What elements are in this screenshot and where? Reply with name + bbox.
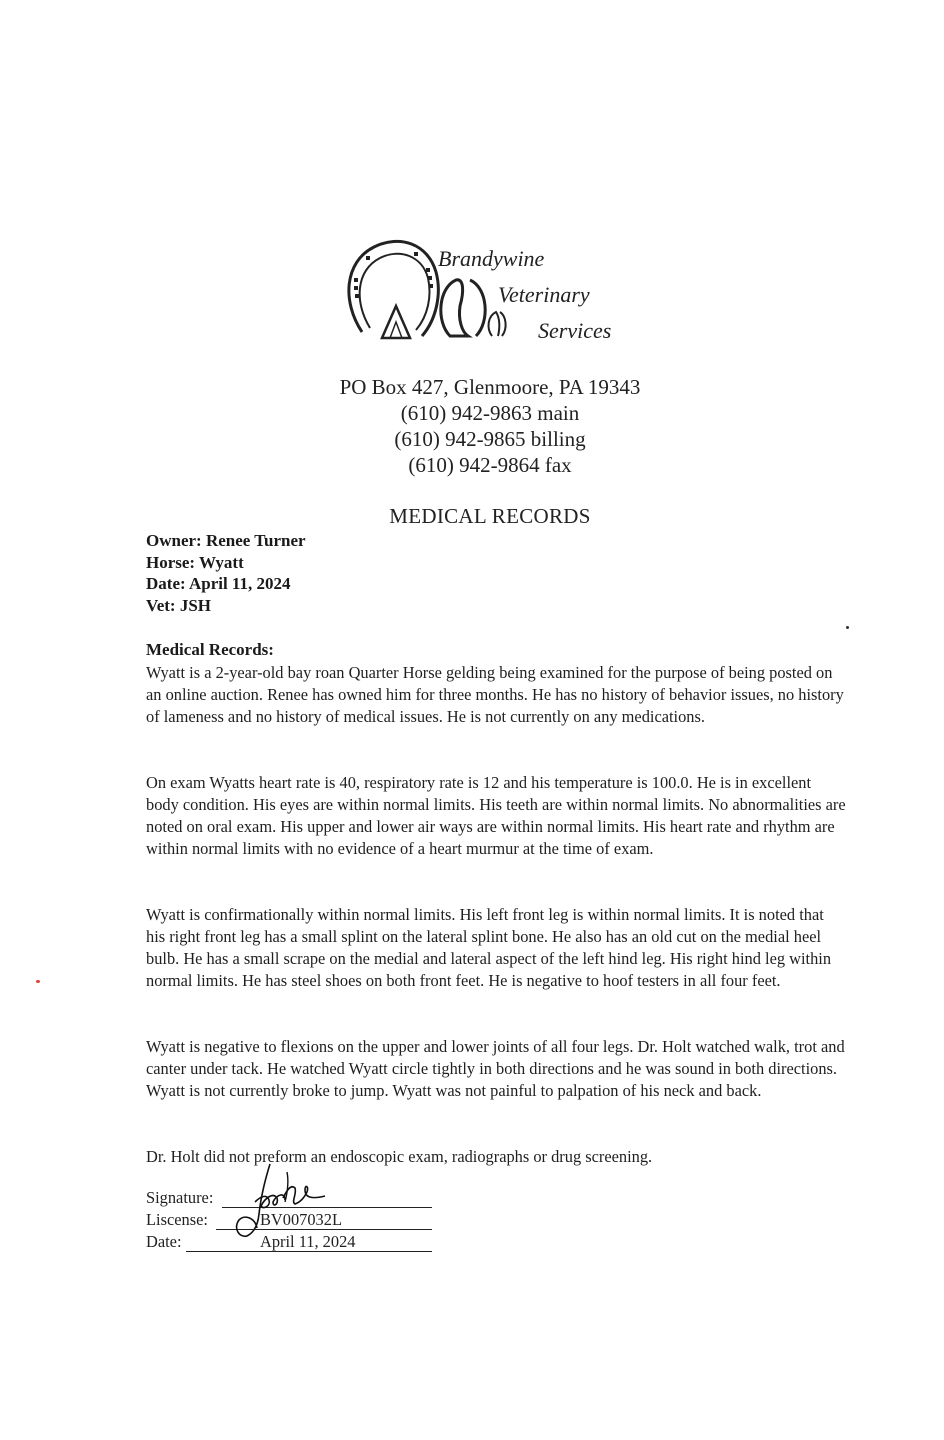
paragraph-not-performed: Dr. Holt did not preform an endoscopic exam, radiographs or drug screening.	[146, 1147, 653, 1166]
logo-text-services: Services	[538, 318, 612, 343]
phone-fax: (610) 942-9864 fax	[408, 453, 572, 477]
clinic-logo	[340, 232, 640, 362]
license-value: BV007032L	[260, 1210, 342, 1229]
scan-speck	[846, 626, 849, 629]
phone-billing: (610) 942-9865 billing	[394, 427, 586, 451]
signature-label: Signature:	[146, 1188, 214, 1207]
owner-line: Owner: Renee Turner	[146, 531, 306, 550]
date-value: April 11, 2024	[260, 1232, 356, 1251]
record-meta	[146, 530, 306, 616]
logo-text-brandywine: Brandywine	[438, 246, 545, 271]
phone-main: (610) 942-9863 main	[400, 401, 580, 425]
paragraph-exam: On exam Wyatts heart rate is 40, respiratory rate is 12 and his temperature is 100.0. He is in excellent body condition. His eyes are within normal limits. His teeth are within normal limits. No abnormalities are noted on oral exam. His upper and lower air ways are within normal limits. His heart rate and rhythm are within normal limits with no evidence of a heart murmur at the time of exam.	[146, 773, 846, 858]
date-label: Date:	[146, 1232, 182, 1251]
paragraph-flexion: Wyatt is negative to flexions on the upper and lower joints of all four legs. Dr. Holt watched walk, trot and canter under tack. He watched Wyatt circle tightly in both directions and he was sound in both directions. Wyatt is not currently broke to jump. Wyatt was not painful to palpation of his neck and back.	[146, 1037, 845, 1100]
date-line: Date: April 11, 2024	[146, 574, 291, 593]
license-label: Liscense:	[146, 1210, 208, 1229]
address-po-box: PO Box 427, Glenmoore, PA 19343	[339, 375, 641, 399]
scan-speck	[36, 980, 40, 983]
logo-text-veterinary: Veterinary	[498, 282, 590, 307]
paragraph-history: Wyatt is a 2-year-old bay roan Quarter Horse gelding being examined for the purpose of being posted on an online auction. Renee has owned him for three months. He has no history of behavior issues, no history of lameness and no history of medical issues. He is not currently on any medications.	[146, 663, 844, 726]
clinic-address	[300, 374, 680, 478]
vet-line: Vet: JSH	[146, 595, 212, 615]
document-title: MEDICAL RECORDS	[389, 504, 591, 528]
horse-line: Horse: Wyatt	[146, 552, 244, 572]
paragraph-conformation: Wyatt is confirmationally within normal limits. His left front leg is within normal limits. It is noted that his right front leg has a small splint on the lateral splint bone. He also has an old cut on the medial heel bulb. He has a small scrape on the medial and lateral aspect of the left hind leg. His right hind leg within normal limits. He has steel shoes on both front feet. He is negative to hoof testers in all four feet.	[146, 905, 832, 990]
handwritten-signature-icon	[225, 1162, 335, 1242]
records-heading: Medical Records:	[146, 640, 274, 659]
